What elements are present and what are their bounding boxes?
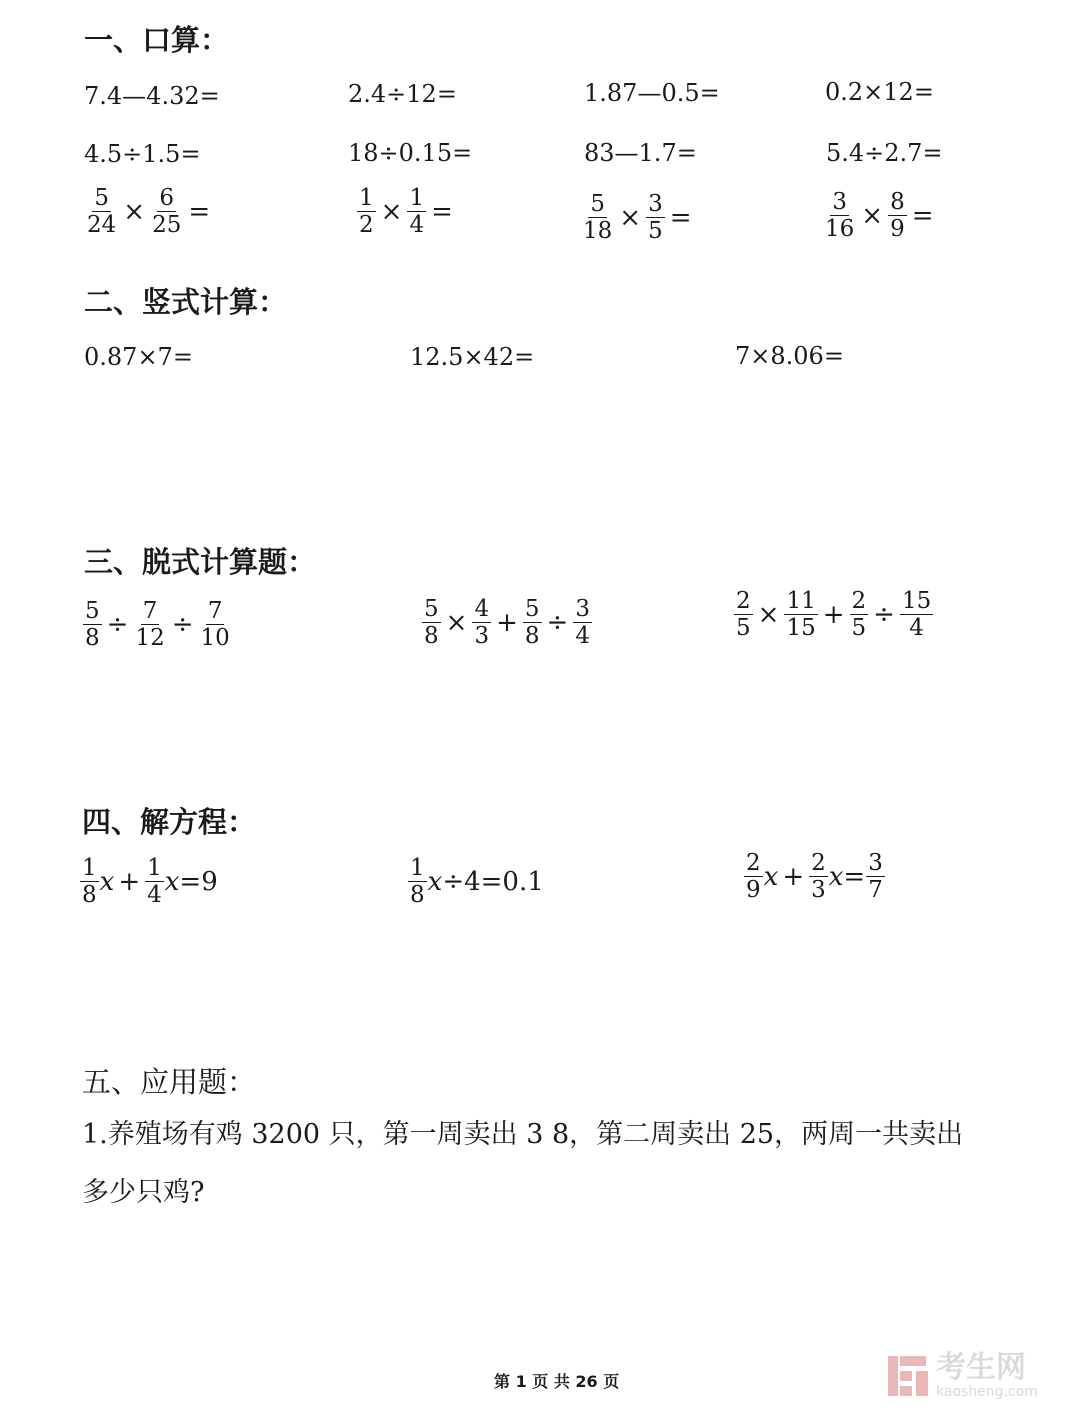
equation: $\frac{2}{9}$ x + $\frac{2}{3}$ x = $\frac{3}{7}$ — [746, 850, 883, 903]
watermark-text: 考生网 — [936, 1350, 1026, 1385]
word-problem-line: 多少只鸡? — [82, 1177, 205, 1208]
fraction — [150, 185, 183, 238]
fraction — [581, 191, 614, 244]
oral-fraction-item — [84, 185, 214, 238]
oral-item: 2.4÷12= — [348, 80, 457, 108]
denominator: 9 — [890, 216, 905, 242]
numerator: 8 — [890, 189, 905, 215]
section-title-oral: 一、口算： — [84, 23, 230, 57]
oral-item: 7.4—4.32= — [84, 82, 220, 110]
watermark — [886, 1352, 1038, 1400]
denominator: 2 — [359, 212, 374, 238]
oral-fraction-item — [356, 185, 457, 238]
denominator: 24 — [87, 212, 117, 238]
fraction — [357, 185, 376, 238]
oral-item: 0.2×12= — [825, 78, 934, 106]
section-title-word-problem: 五、应用题： — [82, 1065, 257, 1099]
oral-item: 83—1.7= — [584, 139, 697, 167]
denominator: 5 — [648, 218, 663, 244]
denominator: 4 — [409, 212, 425, 238]
denominator: 18 — [583, 218, 613, 244]
watermark-url: kaosheng.com — [936, 1384, 1038, 1400]
oral-item: 1.87—0.5= — [584, 79, 720, 107]
denominator: 16 — [825, 216, 855, 242]
fraction — [85, 185, 118, 238]
equals: = — [911, 200, 934, 231]
vertical-item: 0.87×7= — [84, 343, 193, 371]
vertical-item: 12.5×42= — [410, 343, 535, 371]
equation: $\frac{1}{8}$ x + $\frac{1}{4}$ x =9 — [82, 855, 218, 908]
operator: × — [861, 200, 884, 231]
fraction — [646, 191, 665, 244]
oral-item: 4.5÷1.5= — [84, 140, 201, 168]
section-title-equations: 四、解方程： — [82, 805, 257, 839]
section-title-vertical: 二、竖式计算： — [84, 285, 288, 319]
numerator: 3 — [832, 189, 847, 215]
denominator: 25 — [152, 212, 182, 238]
numerator: 1 — [409, 185, 425, 211]
logo-icon — [886, 1354, 930, 1398]
equals: = — [188, 196, 211, 227]
oral-item: 18÷0.15= — [348, 139, 473, 167]
oral-fraction-item — [822, 189, 938, 242]
vertical-item: 7×8.06= — [735, 342, 844, 370]
operator: × — [380, 196, 403, 227]
operator: × — [619, 202, 642, 233]
equation: $\frac{1}{8}$ x ÷4=0.1 — [410, 855, 544, 908]
word-problem-line: 1.养殖场有鸡 3200 只，第一周卖出 3 8，第二周卖出 25，两周一共卖出 — [82, 1119, 964, 1150]
stepwise-expression: $\frac{2}{5}$ × $\frac{11}{15}$ + $\frac{2}{5}$ ÷ $\frac{15}{4}$ — [736, 588, 932, 641]
section-title-stepwise: 三、脱式计算题： — [84, 545, 317, 579]
fraction — [407, 185, 426, 238]
stepwise-expression: $\frac{5}{8}$ × $\frac{4}{3}$ + $\frac{5}{8}$ ÷ $\frac{3}{4}$ — [424, 596, 590, 649]
numerator: 5 — [590, 191, 605, 217]
numerator: 6 — [159, 185, 175, 211]
numerator: 5 — [94, 185, 109, 211]
fraction — [888, 189, 907, 242]
oral-item: 5.4÷2.7= — [826, 139, 943, 167]
oral-fraction-item — [580, 191, 696, 244]
equals: = — [431, 196, 453, 227]
equals: = — [669, 202, 692, 233]
operator: × — [123, 196, 146, 227]
numerator: 1 — [359, 185, 374, 211]
fraction — [823, 189, 856, 242]
page-number: 第 1 页 共 26 页 — [494, 1372, 620, 1391]
numerator: 3 — [648, 191, 663, 217]
stepwise-expression: $\frac{5}{8}$ ÷ $\frac{7}{12}$ ÷ $\frac{7}{10}$ — [85, 598, 230, 651]
